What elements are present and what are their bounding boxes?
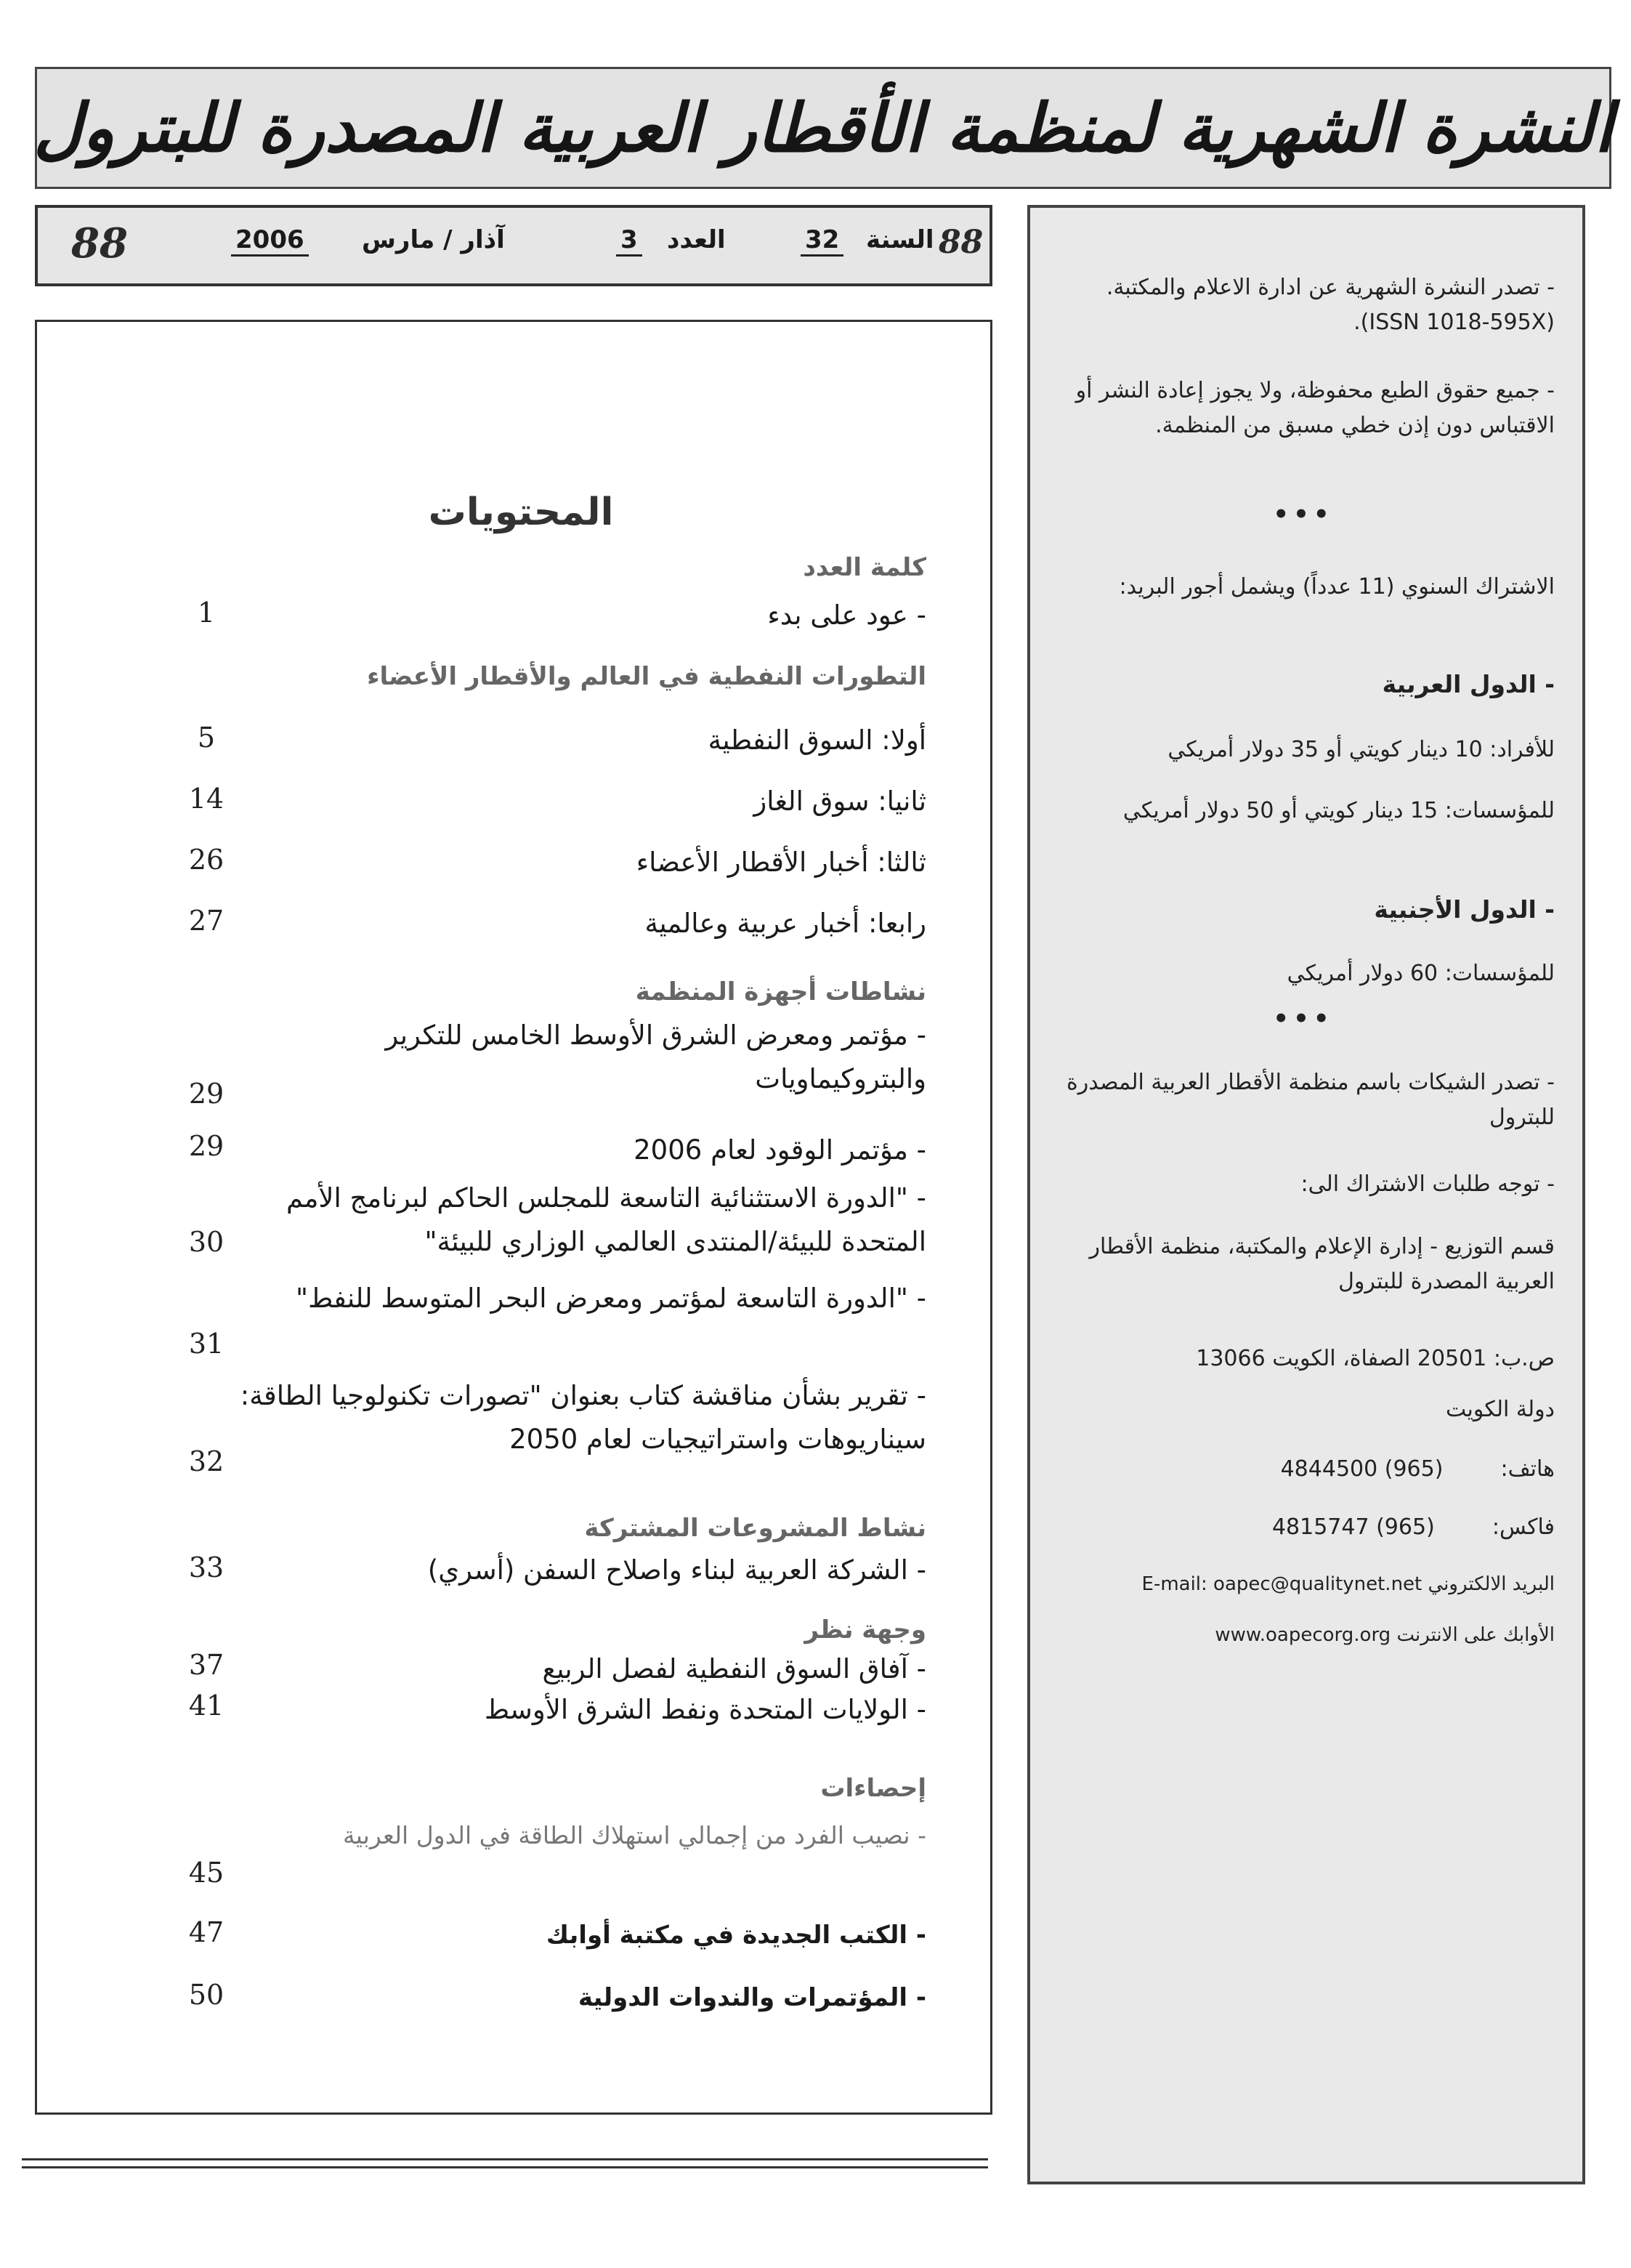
volume-label: السنة [866,225,934,254]
page-number: 33 [188,1551,224,1583]
foreign-institutions-price: للمؤسسات: 60 دولار أمريكي [1287,961,1555,986]
fax-number: 4815747 (965) [1271,1514,1435,1540]
contents-item: أولا: السوق النفطية [708,725,926,756]
page-number: 5 [197,722,216,754]
page-number: 26 [188,844,224,876]
page-number: 14 [188,783,224,815]
distribution-address: قسم التوزيع - إدارة الإعلام والمكتبة، منظمة الأقطار العربية المصدرة للبترول [1089,1234,1555,1294]
contents-title: المحتويات [428,491,614,534]
page-number: 45 [188,1857,224,1889]
email-label: البريد الالكتروني [1428,1573,1555,1595]
volume-number: 32 [801,225,843,254]
cheques-note: - تصدر الشيكات باسم منظمة الأقطار العربية المصدرة للبترول [1067,1070,1555,1130]
subscription-intro: الاشتراك السنوي (11 عدداً) ويشمل أجور البريد: [1119,574,1555,600]
issue-year: 2006 [231,225,309,254]
handwritten-number-right: 88 [939,224,984,261]
contents-item: - نصيب الفرد من إجمالي استهلاك الطاقة في الدول العربية [343,1821,926,1849]
subscription-sidebar [1027,205,1585,2184]
issue-month: آذار / مارس [362,225,505,254]
masthead-title: النشرة الشهرية لمنظمة الأقطار العربية المصدرة للبترول [33,89,1613,167]
web-row [1052,1618,1555,1652]
contents-item: - عود على بدء [767,600,926,631]
separator-dots: ••• [1273,500,1334,529]
publisher-note: - تصدر النشرة الشهرية عن ادارة الاعلام والمكتبة. (ISSN 1018-595X). [1106,275,1555,335]
page-number: 50 [188,1979,224,2011]
fax-row [1052,1510,1555,1545]
page-number: 29 [188,1130,224,1162]
page-number: 41 [188,1690,224,1722]
foreign-countries-heading: - الدول الأجنبية [1374,895,1555,924]
phone-label: هاتف: [1500,1456,1555,1482]
page-number: 47 [188,1916,224,1948]
issue-number: 3 [616,225,642,254]
contents-item: - مؤتمر الوقود لعام 2006 [634,1134,926,1166]
contents-item: - آفاق السوق النفطية لفصل الربيع [542,1653,926,1684]
separator-dots: ••• [1273,1004,1334,1033]
bottom-rule [22,2158,988,2168]
page-number: 1 [197,597,216,629]
email-row [1052,1567,1555,1602]
arab-institutions-price: للمؤسسات: 15 دينار كويتي أو 50 دولار أمريكي [1122,798,1555,823]
contents-item: - "الدورة الاستثنائية التاسعة للمجلس الحاكم لبرنامج الأمم المتحدة للبيئة/المنتدى العالمي الوزاري للبيئة" [286,1182,926,1257]
page-number: 27 [188,905,224,937]
section-heading: كلمة العدد [803,553,926,582]
page-number: 29 [188,1078,224,1110]
section-heading: نشاط المشروعات المشتركة [584,1514,926,1543]
country: دولة الكويت [1446,1397,1555,1422]
arab-individuals-price: للأفراد: 10 دينار كويتي أو 35 دولار أمريكي [1167,737,1555,762]
contents-item: - تقرير بشأن مناقشة كتاب بعنوان "تصورات تكنولوجيا الطاقة: سيناريوهات واستراتيجيات لعام 2050 [240,1380,926,1455]
contents-item: - مؤتمر ومعرض الشرق الأوسط الخامس للتكرير والبتروكيماويات [385,1020,926,1094]
contents-item: رابعا: أخبار عربية وعالمية [644,908,926,939]
masthead [35,67,1611,189]
handwritten-number-left: 88 [71,219,128,267]
contents-panel [35,320,992,2115]
arab-countries-heading: - الدول العربية [1382,670,1555,698]
contents-item: ثانيا: سوق الغاز [753,786,926,817]
web-label: الأوابك على الانترنت [1396,1624,1555,1646]
issue-bar [35,205,992,286]
contents-item: - الولايات المتحدة ونفط الشرق الأوسط [484,1694,926,1725]
section-heading: التطورات النفطية في العالم والأقطار الأعضاء [367,662,926,691]
phone-row [1052,1452,1555,1487]
web-address[interactable]: www.oapecorg.org [1215,1624,1391,1646]
page-number: 31 [188,1328,224,1360]
section-heading: وجهة نظر [804,1615,926,1644]
section-heading: إحصاءات [820,1774,926,1803]
issue-label: العدد [667,225,726,254]
fax-label: فاكس: [1492,1514,1555,1540]
contents-item: - الكتب الجديدة في مكتبة أوابك [546,1921,926,1950]
po-box: ص.ب: 20501 الصفاة، الكويت 13066 [1196,1346,1555,1371]
contents-item: - الشركة العربية لبناء واصلاح السفن (أسري) [427,1554,926,1586]
page-number: 32 [188,1445,224,1477]
contents-item: ثالثا: أخبار الأقطار الأعضاء [636,847,926,878]
subscription-requests-note: - توجه طلبات الاشتراك الى: [1300,1171,1555,1197]
email-address[interactable]: E-mail: oapec@qualitynet.net [1141,1573,1422,1595]
copyright-note: - جميع حقوق الطبع محفوظة، ولا يجوز إعادة النشر أو الاقتباس دون إذن خطي مسبق من المنظمة. [1075,378,1555,438]
page-number: 37 [188,1649,224,1681]
contents-item: - "الدورة التاسعة لمؤتمر ومعرض البحر المتوسط للنفط" [296,1283,926,1314]
contents-item: - المؤتمرات والندوات الدولية [578,1983,926,2012]
page-number: 30 [188,1226,224,1258]
phone-number: 4844500 (965) [1280,1456,1444,1482]
section-heading: نشاطات أجهزة المنظمة [635,977,926,1006]
